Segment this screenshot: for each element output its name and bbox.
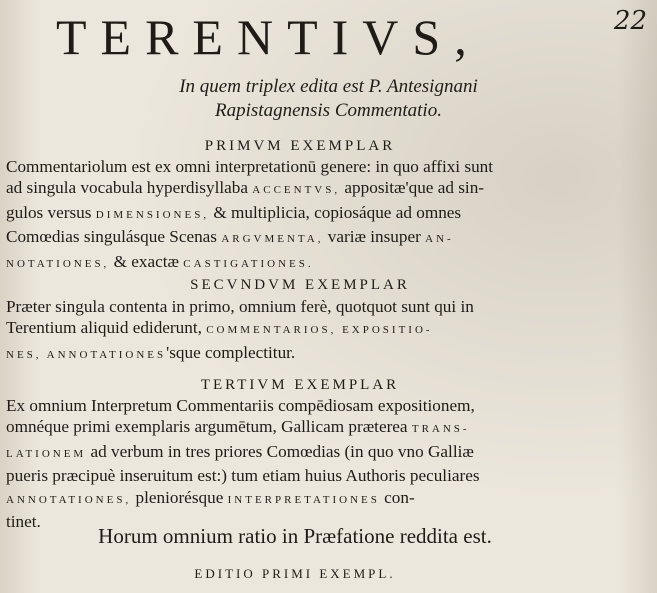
small-caps-term: TRANS- [411, 423, 470, 436]
small-caps-term: ANNOTATIONES, [6, 493, 132, 506]
text-line [6, 202, 566, 226]
small-caps-term: ARGVMENTA, [221, 233, 324, 246]
text-line [6, 487, 566, 511]
text-fragment: & multiplicia, copiosáque ad omnes [213, 202, 462, 222]
page-number: 22 [613, 6, 647, 36]
text-line: tinet. [6, 512, 41, 532]
edition-line: EDITIO PRIMI EXEMPL. [194, 566, 396, 581]
exemplar-1-text [6, 156, 566, 275]
exemplar-3-heading: TERTIVM EXEMPLAR [200, 377, 400, 393]
small-caps-term: AN- [425, 233, 454, 246]
subtitle-line-2: Rapistagnensis Commentatio. [215, 100, 442, 121]
text-line [6, 342, 566, 366]
exemplar-1-heading: PRIMVM EXEMPLAR [204, 138, 396, 154]
text-fragment: & exactæ [113, 251, 179, 271]
small-caps-term: CASTIGATIONES. [183, 257, 314, 270]
small-caps-term: INTERPRETATIONES [227, 493, 380, 506]
text-fragment: Comœdias singulásque Scenas [6, 227, 218, 247]
small-caps-term: NOTATIONES, [6, 257, 110, 270]
small-caps-term: DIMENSIONES, [95, 208, 210, 221]
small-caps-term: ACCENTVS, [252, 184, 341, 197]
text-fragment: pleniorésque [135, 487, 224, 507]
exemplar-2-text [6, 296, 566, 366]
text-fragment: variæ insuper [327, 227, 421, 247]
text-line [6, 226, 566, 250]
text-line [6, 177, 566, 201]
exemplar-2-heading: SECVNDVM EXEMPLAR [190, 277, 410, 293]
small-caps-term: COMMENTARIOS, EXPOSITIO- [206, 324, 433, 337]
text-fragment: ad singula vocabula hyperdisyllaba [6, 178, 248, 198]
preface-note: Horum omnium ratio in Præfatione reddita est. [98, 524, 492, 548]
text-fragment: appositæ'que ad sin- [344, 178, 485, 198]
small-caps-term: NES, ANNOTATIONES [6, 348, 167, 361]
exemplar-3-text [6, 395, 566, 532]
text-line [6, 251, 566, 275]
small-caps-term: LATIONEM [6, 447, 87, 460]
text-line: Commentariolum est ex omni interpretationū genere: in quo affixi sunt [6, 157, 494, 176]
text-line: Præter singula contenta in primo, omnium ferè, quotquot sunt qui in [6, 297, 474, 316]
text-line [6, 441, 566, 465]
text-fragment: ad verbum in tres priores Comœdias (in quo vno Galliæ [90, 441, 474, 461]
text-fragment: gulos versus [6, 202, 92, 222]
text-fragment: omnéque primi exemplaris argumētum, Gallicam præterea [6, 417, 408, 437]
text-line: Ex omnium Interpretum Commentariis compēdiosam expositionem, [6, 396, 475, 415]
page-title: TERENTIVS, [56, 9, 481, 65]
text-fragment: 'sque complectitur. [166, 342, 296, 362]
subtitle-line-1: In quem triplex edita est P. Antesignani [179, 76, 478, 97]
text-fragment: con- [384, 487, 415, 507]
text-line: pueris præcipuè inseruitum est:) tum etiam huius Authoris peculiares [6, 466, 480, 486]
text-fragment: Terentium aliquid ediderunt, [6, 318, 202, 338]
text-line [6, 416, 566, 440]
text-line [6, 317, 566, 341]
